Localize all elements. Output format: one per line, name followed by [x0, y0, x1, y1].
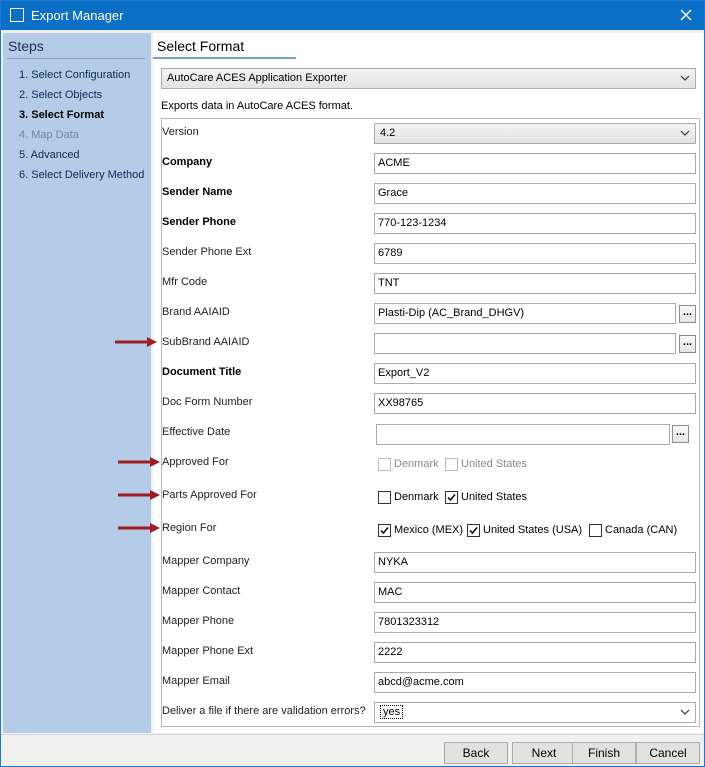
version-select[interactable] — [374, 123, 696, 144]
mapper-phone-label: Mapper Phone — [162, 615, 235, 627]
sender-phone-ext-field[interactable]: 6789 — [374, 243, 696, 264]
parts-approved-for-denmark-label: Denmark — [394, 491, 439, 503]
version-value: 4.2 — [380, 127, 396, 139]
checkbox-box — [445, 458, 458, 471]
step-advanced[interactable]: 5. Advanced — [19, 149, 80, 161]
doc-form-number-field[interactable]: XX98765 — [374, 393, 696, 414]
steps-title: Steps — [8, 38, 44, 54]
mapper-phone-field[interactable]: 7801323312 — [374, 612, 696, 633]
approved-for-united-states-label: United States — [461, 458, 528, 470]
steps-sidebar — [3, 33, 151, 733]
back-button[interactable]: Back — [444, 742, 508, 764]
checkbox-box — [378, 524, 391, 537]
company-field[interactable]: ACME — [374, 153, 696, 174]
cancel-button[interactable]: Cancel — [636, 742, 700, 764]
subbrand-aaiaid-browse-button[interactable]: ... — [679, 335, 696, 353]
step-select-delivery-method[interactable]: 6. Select Delivery Method — [19, 169, 145, 181]
sender-name-label: Sender Name — [162, 186, 233, 198]
mapper-company-label: Mapper Company — [162, 555, 250, 567]
chevron-down-icon — [679, 703, 691, 722]
sender-name-field[interactable]: Grace — [374, 183, 696, 204]
exporter-select-value: AutoCare ACES Application Exporter — [167, 72, 347, 84]
step-map-data: 4. Map Data — [19, 129, 79, 141]
close-button[interactable] — [672, 3, 700, 27]
mfr-code-label: Mfr Code — [162, 276, 208, 288]
document-title-label: Document Title — [162, 366, 242, 378]
effective-date-field[interactable] — [376, 424, 670, 445]
region-for-label: Region For — [162, 522, 217, 534]
exporter-select[interactable] — [161, 68, 696, 89]
parts-approved-for-united-states-label: United States — [461, 491, 528, 503]
title-bar — [1, 1, 704, 30]
checkmark-icon — [469, 526, 478, 535]
next-button[interactable]: Next — [512, 742, 576, 764]
main-panel — [153, 33, 704, 733]
chevron-down-icon — [679, 69, 691, 88]
arrow-right-icon — [116, 522, 162, 534]
region-for-united-states-label: United States (USA) — [483, 524, 583, 536]
sender-phone-ext-label: Sender Phone Ext — [162, 246, 252, 258]
page-title: Select Format — [157, 38, 245, 54]
checkbox-box — [378, 458, 391, 471]
steps-divider — [7, 58, 145, 59]
brand-aaiaid-browse-button[interactable]: ... — [679, 305, 696, 323]
chevron-down-icon — [679, 124, 691, 143]
arrow-right-icon — [113, 336, 159, 348]
effective-date-picker-button[interactable]: ... — [672, 425, 689, 443]
checkbox-box — [378, 491, 391, 504]
doc-form-number-label: Doc Form Number — [162, 396, 253, 408]
checkbox-box — [445, 491, 458, 504]
deliver-on-errors-select[interactable] — [374, 702, 696, 723]
subbrand-aaiaid-field[interactable] — [374, 333, 676, 354]
mapper-phone-ext-field[interactable]: 2222 — [374, 642, 696, 663]
arrow-right-icon — [116, 456, 162, 468]
effective-date-label: Effective Date — [162, 426, 231, 438]
mapper-contact-field[interactable]: MAC — [374, 582, 696, 603]
deliver-on-errors-label: Deliver a file if there are validation errors? — [162, 705, 366, 717]
checkbox-box — [589, 524, 602, 537]
approved-for-label: Approved For — [162, 456, 229, 468]
mapper-company-field[interactable]: NYKA — [374, 552, 696, 573]
parts-approved-for-label: Parts Approved For — [162, 489, 257, 501]
window-title: Export Manager — [31, 8, 124, 23]
brand-aaiaid-field[interactable]: Plasti-Dip (AC_Brand_DHGV) — [374, 303, 676, 324]
mapper-email-field[interactable]: abcd@acme.com — [374, 672, 696, 693]
title-underline — [153, 57, 296, 59]
mapper-contact-label: Mapper Contact — [162, 585, 241, 597]
document-title-field[interactable]: Export_V2 — [374, 363, 696, 384]
format-settings-form — [161, 118, 700, 727]
steps-list — [19, 68, 144, 188]
deliver-on-errors-value: yes — [380, 705, 403, 719]
finish-button[interactable]: Finish — [572, 742, 636, 764]
mfr-code-field[interactable]: TNT — [374, 273, 696, 294]
brand-aaiaid-label: Brand AAIAID — [162, 306, 230, 318]
close-icon — [680, 9, 692, 21]
region-for-canada-label: Canada (CAN) — [605, 524, 678, 536]
checkmark-icon — [447, 493, 456, 502]
sender-phone-field[interactable]: 770-123-1234 — [374, 213, 696, 234]
company-label: Company — [162, 156, 213, 168]
app-icon — [10, 8, 24, 22]
step-select-format[interactable]: 3. Select Format — [19, 109, 104, 121]
checkbox-box — [467, 524, 480, 537]
step-select-objects[interactable]: 2. Select Objects — [19, 89, 103, 101]
version-label: Version — [162, 126, 199, 138]
arrow-right-icon — [116, 489, 162, 501]
sender-phone-label: Sender Phone — [162, 216, 236, 228]
step-select-configuration[interactable]: 1. Select Configuration — [19, 69, 131, 81]
approved-for-denmark-label: Denmark — [394, 458, 439, 470]
region-for-mexico-label: Mexico (MEX) — [394, 524, 464, 536]
format-description: Exports data in AutoCare ACES format. — [161, 100, 353, 112]
footer-bar — [1, 734, 704, 766]
subbrand-aaiaid-label: SubBrand AAIAID — [162, 336, 250, 348]
checkmark-icon — [380, 526, 389, 535]
mapper-email-label: Mapper Email — [162, 675, 230, 687]
mapper-phone-ext-label: Mapper Phone Ext — [162, 645, 254, 657]
